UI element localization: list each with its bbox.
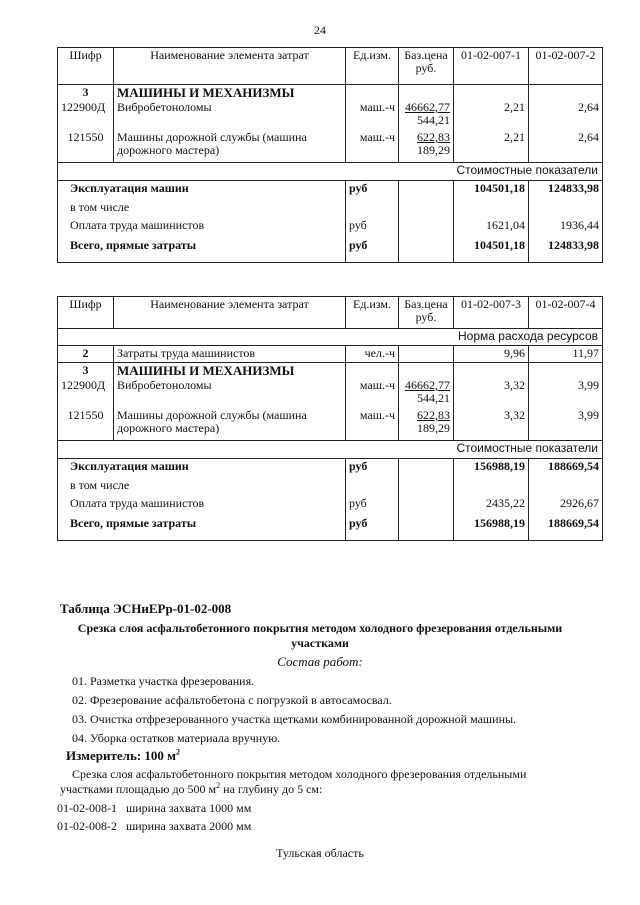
row-name: Машины дорожной службы (машина дорожного мастера) xyxy=(114,130,346,162)
header-code: Шифр xyxy=(58,48,114,85)
item-row xyxy=(57,800,251,816)
header-name: Наименование элемента затрат xyxy=(114,297,346,329)
row-name: Машины дорожной службы (машина дорожного мастера) xyxy=(114,408,346,440)
description-line2: участками площадью до 500 $м^2$ на глубину до 5 см: xyxy=(60,781,323,796)
wage-b: 1936,44 xyxy=(529,218,603,238)
labor-b: 11,97 xyxy=(529,346,603,363)
row-price: 622,83 189,29 xyxy=(399,130,454,162)
total-unit: руб xyxy=(346,516,399,540)
resource-table-1 xyxy=(57,47,603,263)
including-label: в том числе xyxy=(58,200,346,218)
row-code: 121550 xyxy=(58,408,114,440)
header-col-a: 01-02-007-1 xyxy=(454,48,529,85)
exploitation-unit: руб xyxy=(346,180,399,200)
total-b: 188669,54 xyxy=(529,516,603,540)
description-line1: Срезка слоя асфальтобетонного покрытия методом холодного фрезерования отдельными xyxy=(72,767,527,781)
header-unit: Ед.изм. xyxy=(346,297,399,329)
row-price: 46662,77 544,21 xyxy=(399,100,454,130)
row-value-b: 3,99 xyxy=(529,408,603,440)
header-code: Шифр xyxy=(58,297,114,329)
item-row xyxy=(57,818,251,834)
row-unit: маш.-ч xyxy=(346,378,399,408)
row-value-a: 3,32 xyxy=(454,378,529,408)
wage-b: 2926,67 xyxy=(529,496,603,516)
row-code: 122900Д xyxy=(58,378,114,408)
item-text: ширина захвата 1000 мм xyxy=(126,801,252,815)
labor-unit: чел.-ч xyxy=(346,346,399,363)
total-b: 124833,98 xyxy=(529,238,603,262)
exploitation-a: 104501,18 xyxy=(454,180,529,200)
exploitation-label: Эксплуатация машин xyxy=(58,458,346,478)
header-col-b: 01-02-007-4 xyxy=(529,297,603,329)
labor-label: Затраты труда машинистов xyxy=(114,346,346,363)
header-col-a: 01-02-007-3 xyxy=(454,297,529,329)
total-a: 156988,19 xyxy=(454,516,529,540)
labor-a: 9,96 xyxy=(454,346,529,363)
wage-a: 2435,22 xyxy=(454,496,529,516)
row-value-b: 2,64 xyxy=(529,130,603,162)
row-price: 46662,77 544,21 xyxy=(399,378,454,408)
work-item: 04. Уборка остатков материала вручную. xyxy=(72,731,281,745)
page-number: 24 xyxy=(314,23,326,37)
item-code: 01-02-008-2 xyxy=(57,819,117,833)
row-unit: маш.-ч xyxy=(346,100,399,130)
wage-a: 1621,04 xyxy=(454,218,529,238)
total-unit: руб xyxy=(346,238,399,262)
wage-unit: руб xyxy=(346,218,399,238)
section-title: МАШИНЫ И МЕХАНИЗМЫ xyxy=(114,363,346,379)
cost-note: Стоимостные показатели xyxy=(58,162,603,180)
row-code: 122900Д xyxy=(58,100,114,130)
row-price: 622,83 189,29 xyxy=(399,408,454,440)
section-title-line1: Срезка слоя асфальтобетонного покрытия методом холодного фрезерования отдельными xyxy=(77,621,563,635)
section-title-line2: участками xyxy=(291,636,349,650)
row-value-a: 2,21 xyxy=(454,130,529,162)
works-heading: Состав работ: xyxy=(277,654,363,669)
row-value-a: 3,32 xyxy=(454,408,529,440)
meter-label: Измеритель: 100 $м^2$ xyxy=(66,747,181,763)
row-name: Вибробетоноломы xyxy=(114,378,346,408)
labor-number: 2 xyxy=(58,346,114,363)
row-value-b: 3,99 xyxy=(529,378,603,408)
exploitation-unit: руб xyxy=(346,458,399,478)
header-unit: Ед.изм. xyxy=(346,48,399,85)
header-base-price: Баз.цена руб. xyxy=(399,297,454,329)
row-value-a: 2,21 xyxy=(454,100,529,130)
section-number: 3 xyxy=(58,85,114,101)
row-unit: маш.-ч xyxy=(346,408,399,440)
wage-label: Оплата труда машинистов xyxy=(58,496,346,516)
work-item: 01. Разметка участка фрезерования. xyxy=(72,674,255,688)
wage-unit: руб xyxy=(346,496,399,516)
row-code: 121550 xyxy=(58,130,114,162)
row-name: Вибробетоноломы xyxy=(114,100,346,130)
total-a: 104501,18 xyxy=(454,238,529,262)
row-unit: маш.-ч xyxy=(346,130,399,162)
header-name: Наименование элемента затрат xyxy=(114,48,346,85)
header-col-b: 01-02-007-2 xyxy=(529,48,603,85)
total-label: Всего, прямые затраты xyxy=(58,516,346,540)
item-text: ширина захвата 2000 мм xyxy=(126,819,252,833)
norm-note: Норма расхода ресурсов xyxy=(58,329,603,346)
item-code: 01-02-008-1 xyxy=(57,801,117,815)
exploitation-a: 156988,19 xyxy=(454,458,529,478)
resource-table-2 xyxy=(57,296,603,541)
exploitation-b: 124833,98 xyxy=(529,180,603,200)
wage-label: Оплата труда машинистов xyxy=(58,218,346,238)
exploitation-label: Эксплуатация машин xyxy=(58,180,346,200)
row-value-b: 2,64 xyxy=(529,100,603,130)
table-label: Таблица ЭСНиЕРр-01-02-008 xyxy=(60,601,232,616)
work-item: 03. Очистка отфрезерованного участка щетками комбинированной дорожной машины. xyxy=(72,712,517,726)
work-item: 02. Фрезерование асфальтобетона с погрузкой в автосамосвал. xyxy=(72,693,392,707)
cost-note: Стоимостные показатели xyxy=(58,440,603,458)
section-title: МАШИНЫ И МЕХАНИЗМЫ xyxy=(114,85,346,101)
exploitation-b: 188669,54 xyxy=(529,458,603,478)
page-footer: Тульская область xyxy=(276,846,364,860)
header-base-price: Баз.цена руб. xyxy=(399,48,454,85)
total-label: Всего, прямые затраты xyxy=(58,238,346,262)
including-label: в том числе xyxy=(58,478,346,496)
section-number: 3 xyxy=(58,363,114,379)
